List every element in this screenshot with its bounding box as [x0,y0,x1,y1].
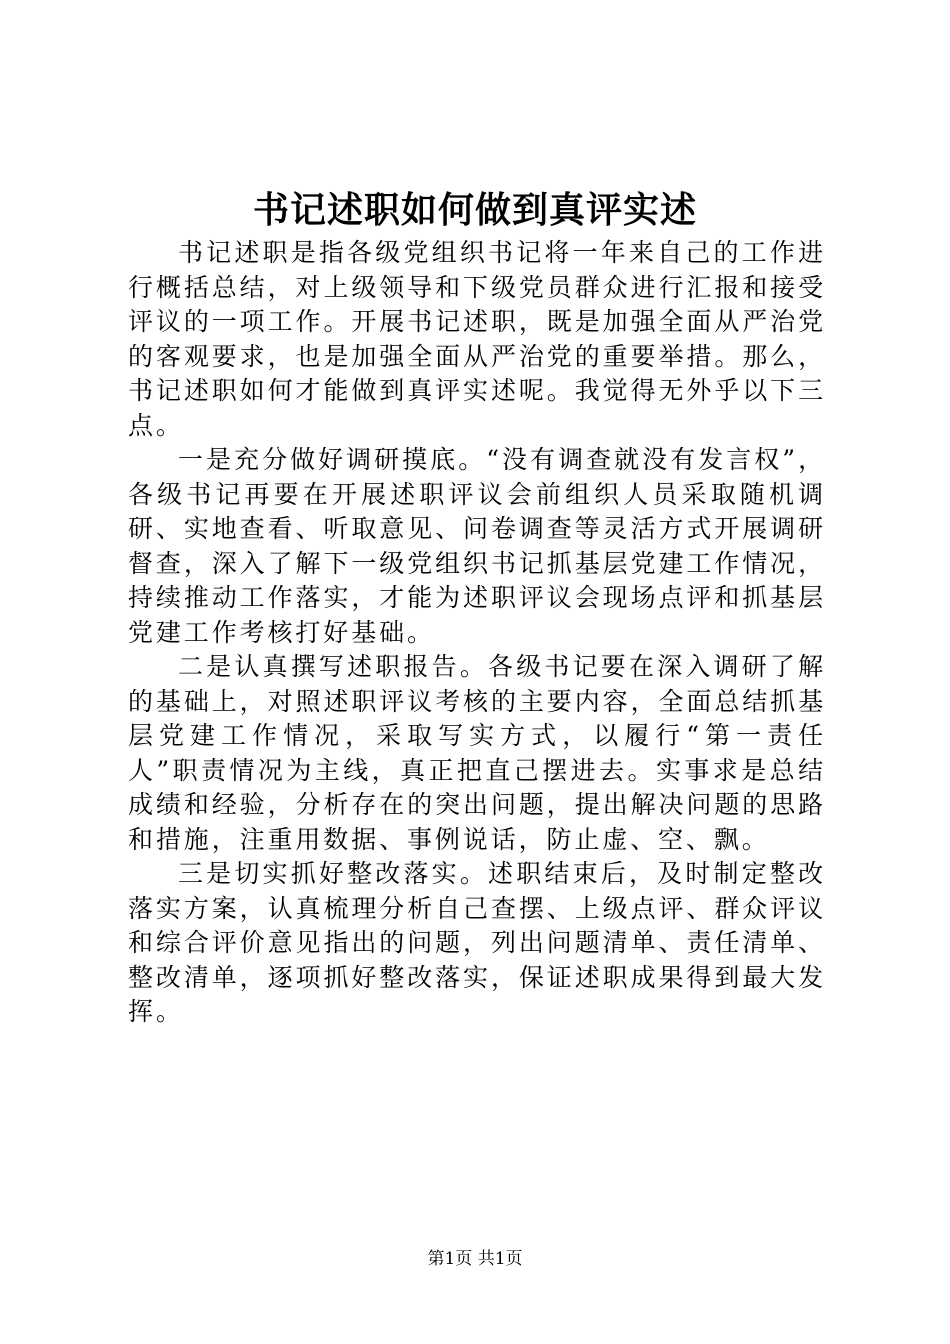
paragraph-point-two: 二是认真撰写述职报告。各级书记要在深入调研了解的基础上，对照述职评议考核的主要内容，全面总结抓基层党建工作情况，采取写实方式，以履行“第一责任人”职责情况为主线，真正把直己摆进去。实事求是总结成绩和经验，分析存在的突出问题，提出解决问题的思路和措施，注重用数据、事例说话，防止虚、空、飘。 [128,652,826,854]
document-title: 书记述职如何做到真评实述 [252,189,697,231]
document-body [128,236,826,1030]
paragraph-point-one: 一是充分做好调研摸底。“没有调查就没有发言权”，各级书记再要在开展述职评议会前组织人员采取随机调研、实地查看、听取意见、问卷调查等灵活方式开展调研督查，深入了解下一级党组织书记抓基层党建工作情况，持续推动工作落实，才能为述职评议会现场点评和抓基层党建工作考核打好基础。 [128,445,826,647]
paragraph-point-three: 三是切实抓好整改落实。述职结束后，及时制定整改落实方案，认真梳理分析自己查摆、上级点评、群众评议和综合评价意见指出的问题，列出问题清单、责任清单、整改清单，逐项抓好整改落实，保证述职成果得到最大发挥。 [128,859,826,1026]
paragraph-intro: 书记述职是指各级党组织书记将一年来自己的工作进行概括总结，对上级领导和下级党员群众进行汇报和接受评议的一项工作。开展书记述职，既是加强全面从严治党的客观要求，也是加强全面从严治党的重要举措。那么，书记述职如何才能做到真评实述呢。我觉得无外乎以下三点。 [128,238,826,440]
page-number-footer: 第1页 共1页 [427,1249,523,1269]
